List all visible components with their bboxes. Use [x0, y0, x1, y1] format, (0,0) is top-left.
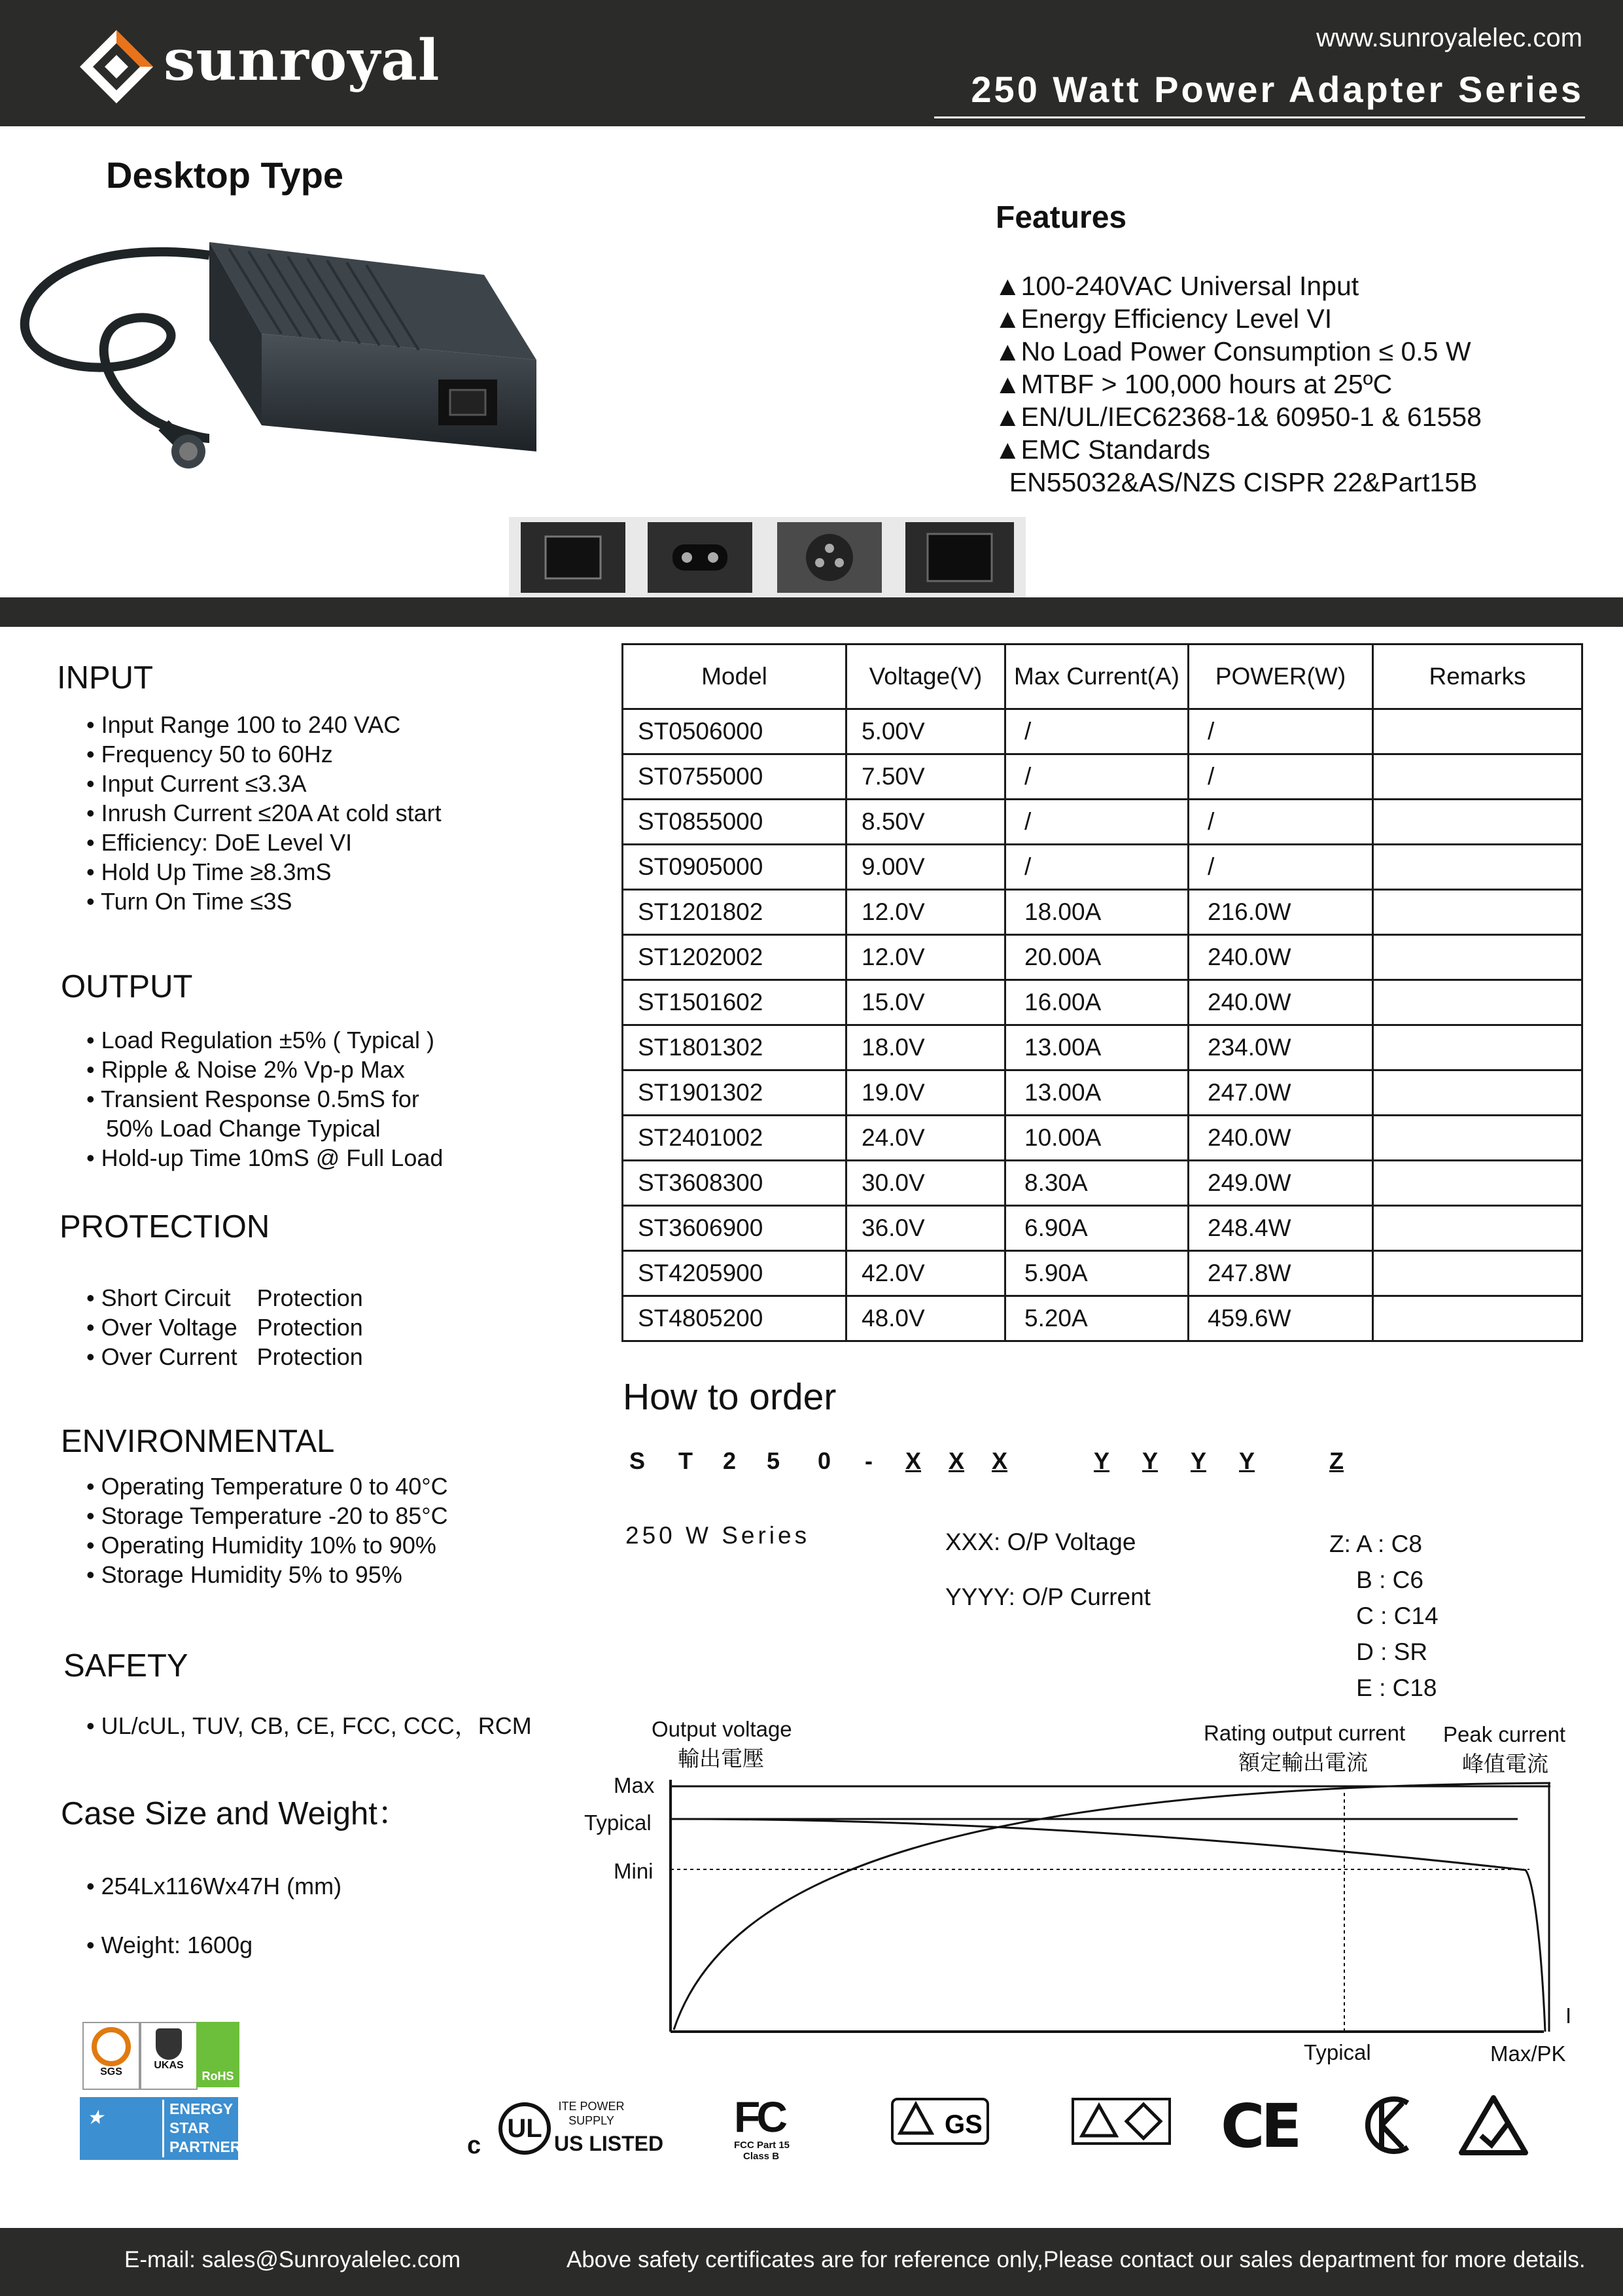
tuv-gs-mark	[894, 2100, 986, 2142]
voltage-cell: 24.0V	[846, 1116, 1005, 1161]
voltage-cell: 19.0V	[846, 1070, 1005, 1116]
model-cell: ST0905000	[623, 845, 846, 890]
max-current-cell: /	[1005, 845, 1189, 890]
order-code-char: X	[949, 1447, 965, 1474]
remarks-cell	[1373, 980, 1582, 1025]
series-title: 250 Watt Power Adapter Series	[971, 69, 1584, 110]
y-max-label: Max	[614, 1773, 655, 1797]
output-section-title: OUTPUT	[61, 969, 193, 1004]
power-cell: 459.6W	[1189, 1296, 1373, 1341]
order-code-char: 0	[818, 1447, 831, 1474]
model-cell: ST1501602	[623, 980, 846, 1025]
spec-item: • Frequency 50 to 60Hz	[86, 741, 333, 768]
spec-item: • Inrush Current ≤20A At cold start	[86, 800, 442, 826]
sgs-cert-icon	[82, 2022, 140, 2090]
safety-section-title: SAFETY	[63, 1648, 188, 1684]
case-section-title: Case Size and Weight：	[61, 1796, 410, 1831]
feature-item: ▲Energy Efficiency Level VI	[994, 304, 1333, 334]
voltage-cell: 12.0V	[846, 890, 1005, 935]
us-listed-label: US LISTED	[554, 2132, 664, 2155]
remarks-cell	[1373, 1206, 1582, 1251]
footer-disclaimer: Above safety certificates are for reference only,Please contact our sales department for more details.	[567, 2247, 1586, 2272]
spec-item: • Input Current ≤3.3A	[86, 770, 307, 797]
power-cell: /	[1189, 754, 1373, 800]
order-code-char: Y	[1094, 1447, 1110, 1474]
table-row	[623, 890, 1582, 935]
column-header: POWER(W)	[1189, 645, 1373, 709]
voltage-cell: 42.0V	[846, 1251, 1005, 1296]
table-row	[623, 1206, 1582, 1251]
spec-item: • Hold Up Time ≥8.3mS	[86, 858, 332, 885]
feature-item: ▲No Load Power Consumption ≤ 0.5 W	[994, 336, 1471, 366]
max-current-cell: 8.30A	[1005, 1161, 1189, 1206]
voltage-cell: 36.0V	[846, 1206, 1005, 1251]
spec-item: • Operating Humidity 10% to 90%	[86, 1532, 436, 1559]
spec-item: 50% Load Change Typical	[86, 1115, 381, 1142]
spec-item: • Input Range 100 to 240 VAC	[86, 711, 401, 738]
section-divider	[0, 597, 1623, 627]
power-cell: 240.0W	[1189, 1116, 1373, 1161]
spec-item: • Transient Response 0.5mS for	[86, 1086, 419, 1112]
model-cell: ST3608300	[623, 1161, 846, 1206]
order-code-char: S	[629, 1447, 646, 1474]
voltage-cell: 15.0V	[846, 980, 1005, 1025]
remarks-cell	[1373, 1251, 1582, 1296]
spec-item: • Storage Humidity 5% to 95%	[86, 1561, 402, 1588]
max-current-cell: 6.90A	[1005, 1206, 1189, 1251]
ac-inlet-options-image	[509, 517, 1026, 599]
column-header: Max Current(A)	[1005, 645, 1189, 709]
output-voltage-label: Output voltage	[652, 1717, 792, 1741]
power-cell: 248.4W	[1189, 1206, 1373, 1251]
sgs-label: SGS	[100, 2066, 122, 2077]
how-to-order-title: How to order	[623, 1376, 837, 1418]
spec-item: • Turn On Time ≤3S	[86, 888, 292, 915]
model-cell: ST0855000	[623, 800, 846, 845]
max-current-cell: 5.20A	[1005, 1296, 1189, 1341]
energy-star-text: PARTNER	[169, 2138, 241, 2155]
y-mini-label: Mini	[614, 1859, 654, 1883]
remarks-cell	[1373, 845, 1582, 890]
features-list	[994, 270, 1482, 499]
power-cell: /	[1189, 709, 1373, 754]
voltage-cell: 7.50V	[846, 754, 1005, 800]
table-row	[623, 754, 1582, 800]
remarks-cell	[1373, 1025, 1582, 1070]
spec-item: • Over Voltage Protection	[86, 1314, 363, 1341]
order-code-char: 5	[767, 1447, 780, 1474]
kc-mark-icon	[1355, 2094, 1427, 2157]
order-code-char: Y	[1142, 1447, 1159, 1474]
model-cell: ST1201802	[623, 890, 846, 935]
voltage-cell: 9.00V	[846, 845, 1005, 890]
max-current-cell: 13.00A	[1005, 1070, 1189, 1116]
voltage-cell: 48.0V	[846, 1296, 1005, 1341]
max-current-cell: /	[1005, 709, 1189, 754]
remarks-cell	[1373, 1116, 1582, 1161]
order-code-char: Z	[1329, 1447, 1344, 1474]
remarks-cell	[1373, 1296, 1582, 1341]
power-cell: 249.0W	[1189, 1161, 1373, 1206]
energy-star-text: STAR	[169, 2119, 209, 2136]
ukas-cert-icon	[140, 2022, 198, 2090]
x-axis-current-mark: I	[1565, 2004, 1572, 2028]
voltage-cell: 5.00V	[846, 709, 1005, 754]
tuv-gs-cert-icon	[891, 2098, 989, 2145]
table-row	[623, 1251, 1582, 1296]
model-spec-table	[621, 643, 1583, 1342]
power-cell: 240.0W	[1189, 935, 1373, 980]
adapter-product-image	[13, 229, 550, 504]
pse-cert-icon	[1072, 2098, 1171, 2145]
energy-star-text: ENERGY	[169, 2100, 234, 2117]
max-current-cell: 10.00A	[1005, 1116, 1189, 1161]
model-cell: ST2401002	[623, 1116, 846, 1161]
output-voltage-label-cn: 輸出電壓	[678, 1746, 764, 1771]
rating-current-label: Rating output current	[1204, 1721, 1406, 1745]
model-cell: ST0506000	[623, 709, 846, 754]
table-row	[623, 1161, 1582, 1206]
table-row	[623, 1116, 1582, 1161]
fcc-part-label: FCC Part 15	[734, 2140, 790, 2151]
y-typical-label: Typical	[584, 1810, 652, 1835]
case-spec-list	[86, 1857, 341, 1975]
feature-item: ▲EMC Standards	[994, 434, 1210, 465]
fcc-cert-icon: FC FCC Part 15 Class B	[734, 2094, 812, 2166]
rcm-mark-icon	[1457, 2094, 1529, 2157]
model-cell: ST1801302	[623, 1025, 846, 1070]
rohs-label: RoHS	[201, 2070, 234, 2083]
peak-current-label-cn: 峰值電流	[1462, 1751, 1548, 1776]
max-current-cell: 13.00A	[1005, 1025, 1189, 1070]
safety-spec-list	[86, 1711, 532, 1740]
footer-email[interactable]: E-mail: sales@Sunroyalelec.com	[124, 2247, 461, 2272]
model-cell: ST3606900	[623, 1206, 846, 1251]
power-cell: /	[1189, 845, 1373, 890]
brand-name: sunroyal	[164, 27, 440, 94]
remarks-cell	[1373, 800, 1582, 845]
inlet-option: C : C14	[1329, 1602, 1439, 1629]
power-cell: 240.0W	[1189, 980, 1373, 1025]
pse-mark	[1074, 2100, 1168, 2142]
order-code-char: -	[865, 1447, 873, 1474]
voltage-cell: 18.0V	[846, 1025, 1005, 1070]
power-cell: 234.0W	[1189, 1025, 1373, 1070]
column-header: Remarks	[1373, 645, 1582, 709]
input-spec-list	[86, 710, 442, 916]
table-row	[623, 800, 1582, 845]
max-current-cell: /	[1005, 800, 1189, 845]
remarks-cell	[1373, 890, 1582, 935]
x-max-label: Max/PK	[1490, 2041, 1566, 2066]
table-row	[623, 1025, 1582, 1070]
peak-current-label: Peak current	[1443, 1722, 1566, 1746]
order-code-char: X	[992, 1447, 1008, 1474]
input-section-title: INPUT	[57, 660, 153, 696]
order-code-char: X	[905, 1447, 922, 1474]
inlet-option: Z: A : C8	[1329, 1530, 1422, 1557]
order-code-char: Y	[1191, 1447, 1207, 1474]
inlet-code-list	[1329, 1526, 1439, 1706]
output-spec-list	[86, 1025, 443, 1173]
remarks-cell	[1373, 935, 1582, 980]
ukas-label: UKAS	[154, 2060, 184, 2071]
spec-item: • Ripple & Noise 2% Vp-p Max	[86, 1056, 405, 1083]
svg-text:GS: GS	[945, 2110, 983, 2139]
feature-item: ▲100-240VAC Universal Input	[994, 271, 1359, 301]
order-code-char: Y	[1239, 1447, 1255, 1474]
max-current-cell: 20.00A	[1005, 935, 1189, 980]
environmental-section-title: ENVIRONMENTAL	[61, 1424, 335, 1459]
spec-item: • Operating Temperature 0 to 40°C	[86, 1473, 448, 1500]
voltage-cell: 12.0V	[846, 935, 1005, 980]
remarks-cell	[1373, 709, 1582, 754]
table-row	[623, 980, 1582, 1025]
inlet-option: D : SR	[1329, 1638, 1428, 1665]
output-voltage-curve	[674, 1819, 1545, 2032]
remarks-cell	[1373, 1161, 1582, 1206]
table-row	[623, 709, 1582, 754]
power-cell: 247.0W	[1189, 1070, 1373, 1116]
voltage-cell: 8.50V	[846, 800, 1005, 845]
power-cell: 216.0W	[1189, 890, 1373, 935]
max-current-cell: 5.90A	[1005, 1251, 1189, 1296]
table-row	[623, 935, 1582, 980]
remarks-cell	[1373, 754, 1582, 800]
spec-item: • Hold-up Time 10mS @ Full Load	[86, 1144, 444, 1171]
voltage-code-label: XXX: O/P Voltage	[945, 1528, 1136, 1555]
table-row	[623, 1070, 1582, 1116]
table-header-row	[623, 645, 1582, 709]
feature-item: ▲EN/UL/IEC62368-1& 60950-1 & 61558	[994, 402, 1482, 432]
order-code-char: 2	[723, 1447, 737, 1474]
order-code-char: T	[678, 1447, 693, 1474]
current-code-label: YYYY: O/P Current	[945, 1583, 1151, 1610]
inlet-option: E : C18	[1329, 1674, 1437, 1701]
spec-item: • 254Lx116Wx47H (mm)	[86, 1873, 342, 1899]
energy-star-icon: ★ ENERGY STAR PARTNER	[80, 2097, 238, 2160]
power-cell: 247.8W	[1189, 1251, 1373, 1296]
spec-item: • UL/cUL, TUV, CB, CE, FCC, CCC，RCM	[86, 1712, 532, 1739]
ite-power-label: ITE POWER	[558, 2100, 625, 2113]
spec-item: • Weight: 1600g	[86, 1932, 253, 1958]
protection-section-title: PROTECTION	[60, 1209, 270, 1245]
spec-item: • Short Circuit Protection	[86, 1284, 363, 1311]
table-row	[623, 845, 1582, 890]
voltage-cell: 30.0V	[846, 1161, 1005, 1206]
title-underline	[934, 116, 1585, 118]
feature-item: EN55032&AS/NZS CISPR 22&Part15B	[994, 467, 1478, 497]
environmental-spec-list	[86, 1472, 448, 1589]
series-label: 250 W Series	[625, 1522, 811, 1549]
max-current-cell: /	[1005, 754, 1189, 800]
rating-current-label-cn: 額定輸出電流	[1238, 1750, 1368, 1775]
ce-mark-icon: CE	[1221, 2091, 1299, 2161]
column-header: Model	[623, 645, 846, 709]
table-row	[623, 1296, 1582, 1341]
product-type-title: Desktop Type	[106, 154, 344, 196]
spec-item: • Storage Temperature -20 to 85°C	[86, 1502, 448, 1529]
rohs-cert-icon	[196, 2022, 239, 2087]
x-typical-label: Typical	[1304, 2040, 1371, 2064]
inlet-option: B : C6	[1329, 1566, 1423, 1593]
fcc-class-label: Class B	[743, 2151, 780, 2162]
sunroyal-logo-icon	[77, 27, 156, 106]
column-header: Voltage(V)	[846, 645, 1005, 709]
spec-item: • Over Current Protection	[86, 1343, 363, 1370]
ul-listed-icon: UL c ITE POWER SUPPLY US LISTED	[467, 2100, 664, 2159]
features-title: Features	[996, 200, 1127, 235]
max-current-cell: 18.00A	[1005, 890, 1189, 935]
model-cell: ST1901302	[623, 1070, 846, 1116]
model-cell: ST4805200	[623, 1296, 846, 1341]
model-cell: ST4205900	[623, 1251, 846, 1296]
spec-item: • Load Regulation ±5% ( Typical )	[86, 1027, 434, 1053]
feature-item: ▲MTBF > 100,000 hours at 25ºC	[994, 369, 1393, 399]
power-cell: /	[1189, 800, 1373, 845]
model-cell: ST1202002	[623, 935, 846, 980]
max-current-cell: 16.00A	[1005, 980, 1189, 1025]
website-url[interactable]: www.sunroyalelec.com	[1316, 24, 1582, 52]
protection-spec-list	[86, 1283, 363, 1371]
spec-item: • Efficiency: DoE Level VI	[86, 829, 353, 856]
model-cell: ST0755000	[623, 754, 846, 800]
ite-supply-label: SUPPLY	[568, 2114, 614, 2127]
remarks-cell	[1373, 1070, 1582, 1116]
